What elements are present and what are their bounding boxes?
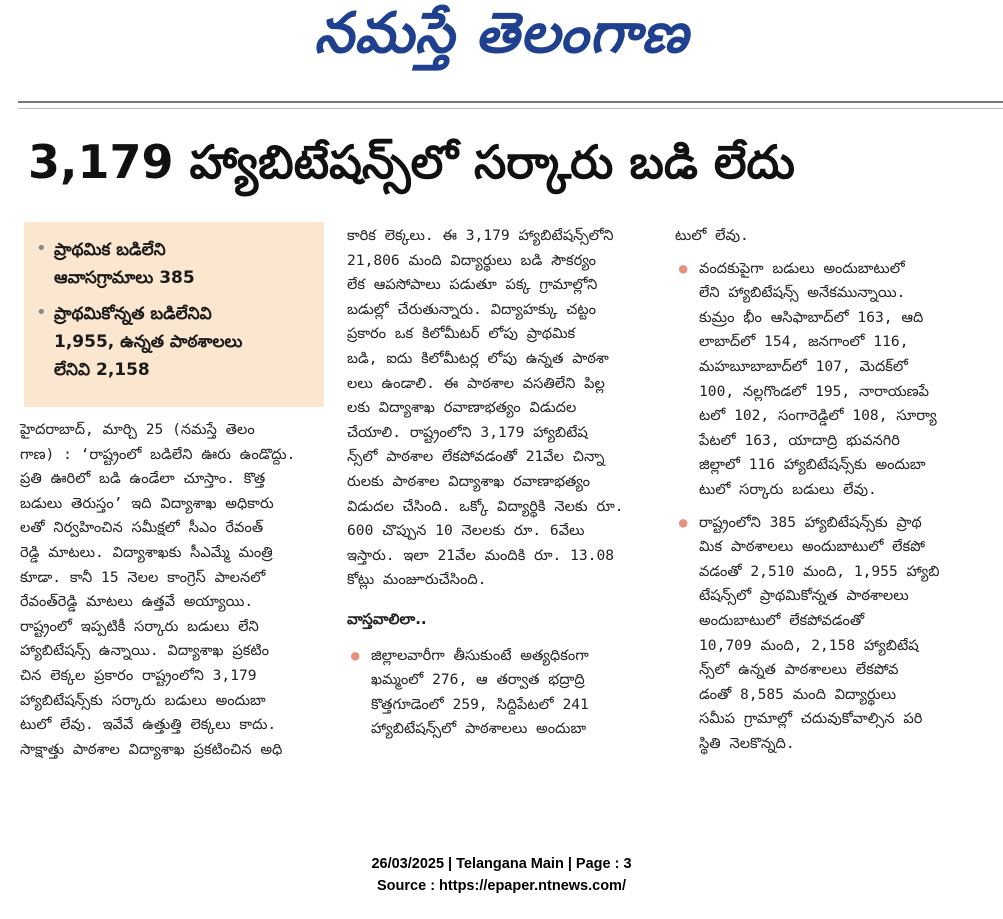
masthead-divider-thin bbox=[18, 108, 1003, 109]
bullet-point: ● రాష్ట్రంలోని 385 హ్యాబిటేషన్స్‌కు ప్రాథ మిక పాఠశాలలు అందుబాటులో లేకపో వడంతో 2,510 మంది, 1,955 హ్యాబి టేషన్స్‌లో ప్రాథమికోన్నత పాఠశాలలు అందుబాటులో లేకపోవడంతో 10,709 మంది, 2,158 హ్యాబిటేష న్స్‌లో ఉన్నత పాఠశాలలు లేకపోవ డంతో 8,585 మంది విద్యార్థులు సమీప గ్రామాల్లో చదువుకోవాల్సిన పరి స్థితి నెలకొన్నది. bbox=[675, 511, 985, 757]
article-column-1: హైదరాబాద్, మార్చి 25 (నమస్తే తెలం గాణ) : ‘రాష్ట్రంలో బడిలేని ఊరు ఉండొద్దు. ప్రతి ఊరిలో బడి ఉండేలా చూస్తాం. కొత్త బడులు తెరుస్తం’ ఇది విద్యాశాఖ అధికారు లతో నిర్వహించిన సమీక్షలో సీఎం రేవంత్ రెడ్డి మాటలు. విద్యాశాఖకు సీఎమ్మే మంత్రి కూడా. కానీ 15 నెలల కాంగ్రెస్ పాలనలో రేవంత్‌రెడ్డి మాటలు ఉత్తవే అయ్యాయి. రాష్ట్రంలో ఇప్పటికీ సర్కారు బడులు లేని హ్యాబిటేషన్స్ ఉన్నాయి. విద్యాశాఖ ప్రకటిం చిన లెక్కల ప్రకారం రాష్ట్రంలోని 3,179 హ్యాబిటేషన్స్‌కు సర్కారు బడులు అందుబా టులో లేవు. ఇవేవే ఉత్తుత్తి లెక్కలు కాదు. సాక్షాత్తు పాఠశాల విద్యాశాఖ ప్రకటించిన అధి bbox=[20, 421, 296, 758]
newspaper-masthead bbox=[0, 0, 1003, 80]
highlight-item: • ప్రాథమిక బడిలేని ఆవాసగ్రామాలు 385 bbox=[36, 238, 195, 288]
masthead-divider bbox=[18, 101, 1003, 103]
bullet-icon: ● bbox=[351, 647, 360, 664]
section-subheading: వాస్తవాలిలా.. bbox=[347, 609, 427, 628]
bullet-icon: • bbox=[36, 238, 47, 259]
bullet-icon: ● bbox=[679, 514, 688, 531]
highlight-item: • ప్రాథమికోన్నత బడిలేనివి 1,955, ఉన్నత పాఠశాలలు లేనివి 2,158 bbox=[36, 302, 243, 380]
page-footer bbox=[0, 853, 1003, 897]
masthead-logo: నమస్తే తెలంగాణ bbox=[314, 0, 689, 66]
bullet-icon: • bbox=[36, 302, 47, 323]
footer-date-line: 26/03/2025 | Telangana Main | Page : 3 bbox=[371, 856, 632, 872]
bullet-point: ● జిల్లాలవారీగా తీసుకుంటే అత్యధికంగా ఖమ్మంలో 276, ఆ తర్వాత భద్రాద్రి కొత్తగూడెంలో 259, సిద్దిపేటలో 241 హ్యాబిటేషన్స్‌లో పాఠశాలలు అందుబా bbox=[347, 644, 657, 742]
article-column-3: టులో లేవు. ● వందకుపైగా బడులు అందుబాటులో లేని హ్యాబిటేషన్స్ అనేకమున్నాయి. కుమ్రం భీం ఆసిఫాబాద్‌లో 163, ఆది లాబాద్‌లో 154, జనగాంలో 116, మహబూబాబాద్‌లో 107, మెదక్‌లో 100, నల్లగొండలో 195, నారాయణపే టలో 102, సంగారెడ్డిలో 108, సూర్యా పేటలో 163, యాదాద్రి భువనగిరి జిల్లాలో 116 హ్యాబిటేషన్స్‌కు అందుబా టులో సర్కారు బడులు లేవు. ● రాష్ట్రంలోని 385 హ్యాబిటేషన్స్‌కు ప్రాథ మిక పాఠశాలలు అందుబాటులో లేకపో వడంతో 2,510 మంది, 1,955 హ్యాబి టేషన్స్‌లో ప్రాథమికోన్నత పాఠశాలలు అందుబాటులో లేకపోవడంతో 10,709 మంది, 2,158 హ్యాబిటేష న్స్‌లో ఉన్నత పాఠశాలలు లేకపోవ డంతో 8,585 మంది విద్యార్థులు సమీప గ్రామాల్లో చదువుకోవాల్సిన పరి స్థితి నెలకొన్నది. bbox=[675, 224, 985, 756]
highlights-box bbox=[24, 222, 324, 407]
article-headline: 3,179 హ్యాబిటేషన్స్‌లో సర్కారు బడి లేదు bbox=[28, 135, 795, 189]
bullet-point: ● వందకుపైగా బడులు అందుబాటులో లేని హ్యాబిటేషన్స్ అనేకమున్నాయి. కుమ్రం భీం ఆసిఫాబాద్‌లో 163, ఆది లాబాద్‌లో 154, జనగాంలో 116, మహబూబాబాద్‌లో 107, మెదక్‌లో 100, నల్లగొండలో 195, నారాయణపే టలో 102, సంగారెడ్డిలో 108, సూర్యా పేటలో 163, యాదాద్రి భువనగిరి జిల్లాలో 116 హ్యాబిటేషన్స్‌కు అందుబా టులో సర్కారు బడులు లేవు. bbox=[675, 257, 985, 503]
bullet-icon: ● bbox=[679, 260, 688, 277]
article-column-2: కారిక లెక్కలు. ఈ 3,179 హ్యాబిటేషన్స్‌లోని 21,806 మంది విద్యార్థులు బడి సౌకర్యం లేక ఆపసోపాలు పడుతూ పక్క గ్రామాల్లోని బడుల్లో చేరుతున్నారు. విద్యాహక్కు చట్టం ప్రకారం ఒక కిలోమీటర్ లోపు ప్రాథమిక బడి, ఐదు కిలోమీటర్ల లోపు ఉన్నత పాఠశా లలు ఉండాలి. ఈ పాఠశాల వసతిలేని పిల్ల లకు విద్యాశాఖ రవాణాభత్యం విడుదల చేయాలి. రాష్ట్రంలోని 3,179 హ్యాబిటేష న్స్‌లో పాఠశాల లేకపోవడంతో 21వేల చిన్నా రులకు పాఠశాల విద్యాశాఖ రవాణాభత్యం విడుదల చేసింది. ఒక్కో విద్యార్థికి నెలకు రూ. 600 చొప్పున 10 నెలలకు రూ. 6వేలు ఇస్తారు. ఇలా 21వేల మందికి రూ. 13.08 కోట్లు మంజూరుచేసింది. వాస్తవాలిలా.. ● జిల్లాలవారీగా తీసుకుంటే అత్యధికంగా ఖమ్మంలో 276, ఆ తర్వాత భద్రాద్రి కొత్తగూడెంలో 259, సిద్దిపేటలో 241 హ్యాబిటేషన్స్‌లో పాఠశాలలు అందుబా bbox=[347, 224, 657, 742]
footer-source-link[interactable]: Source : https://epaper.ntnews.com/ bbox=[377, 878, 626, 894]
